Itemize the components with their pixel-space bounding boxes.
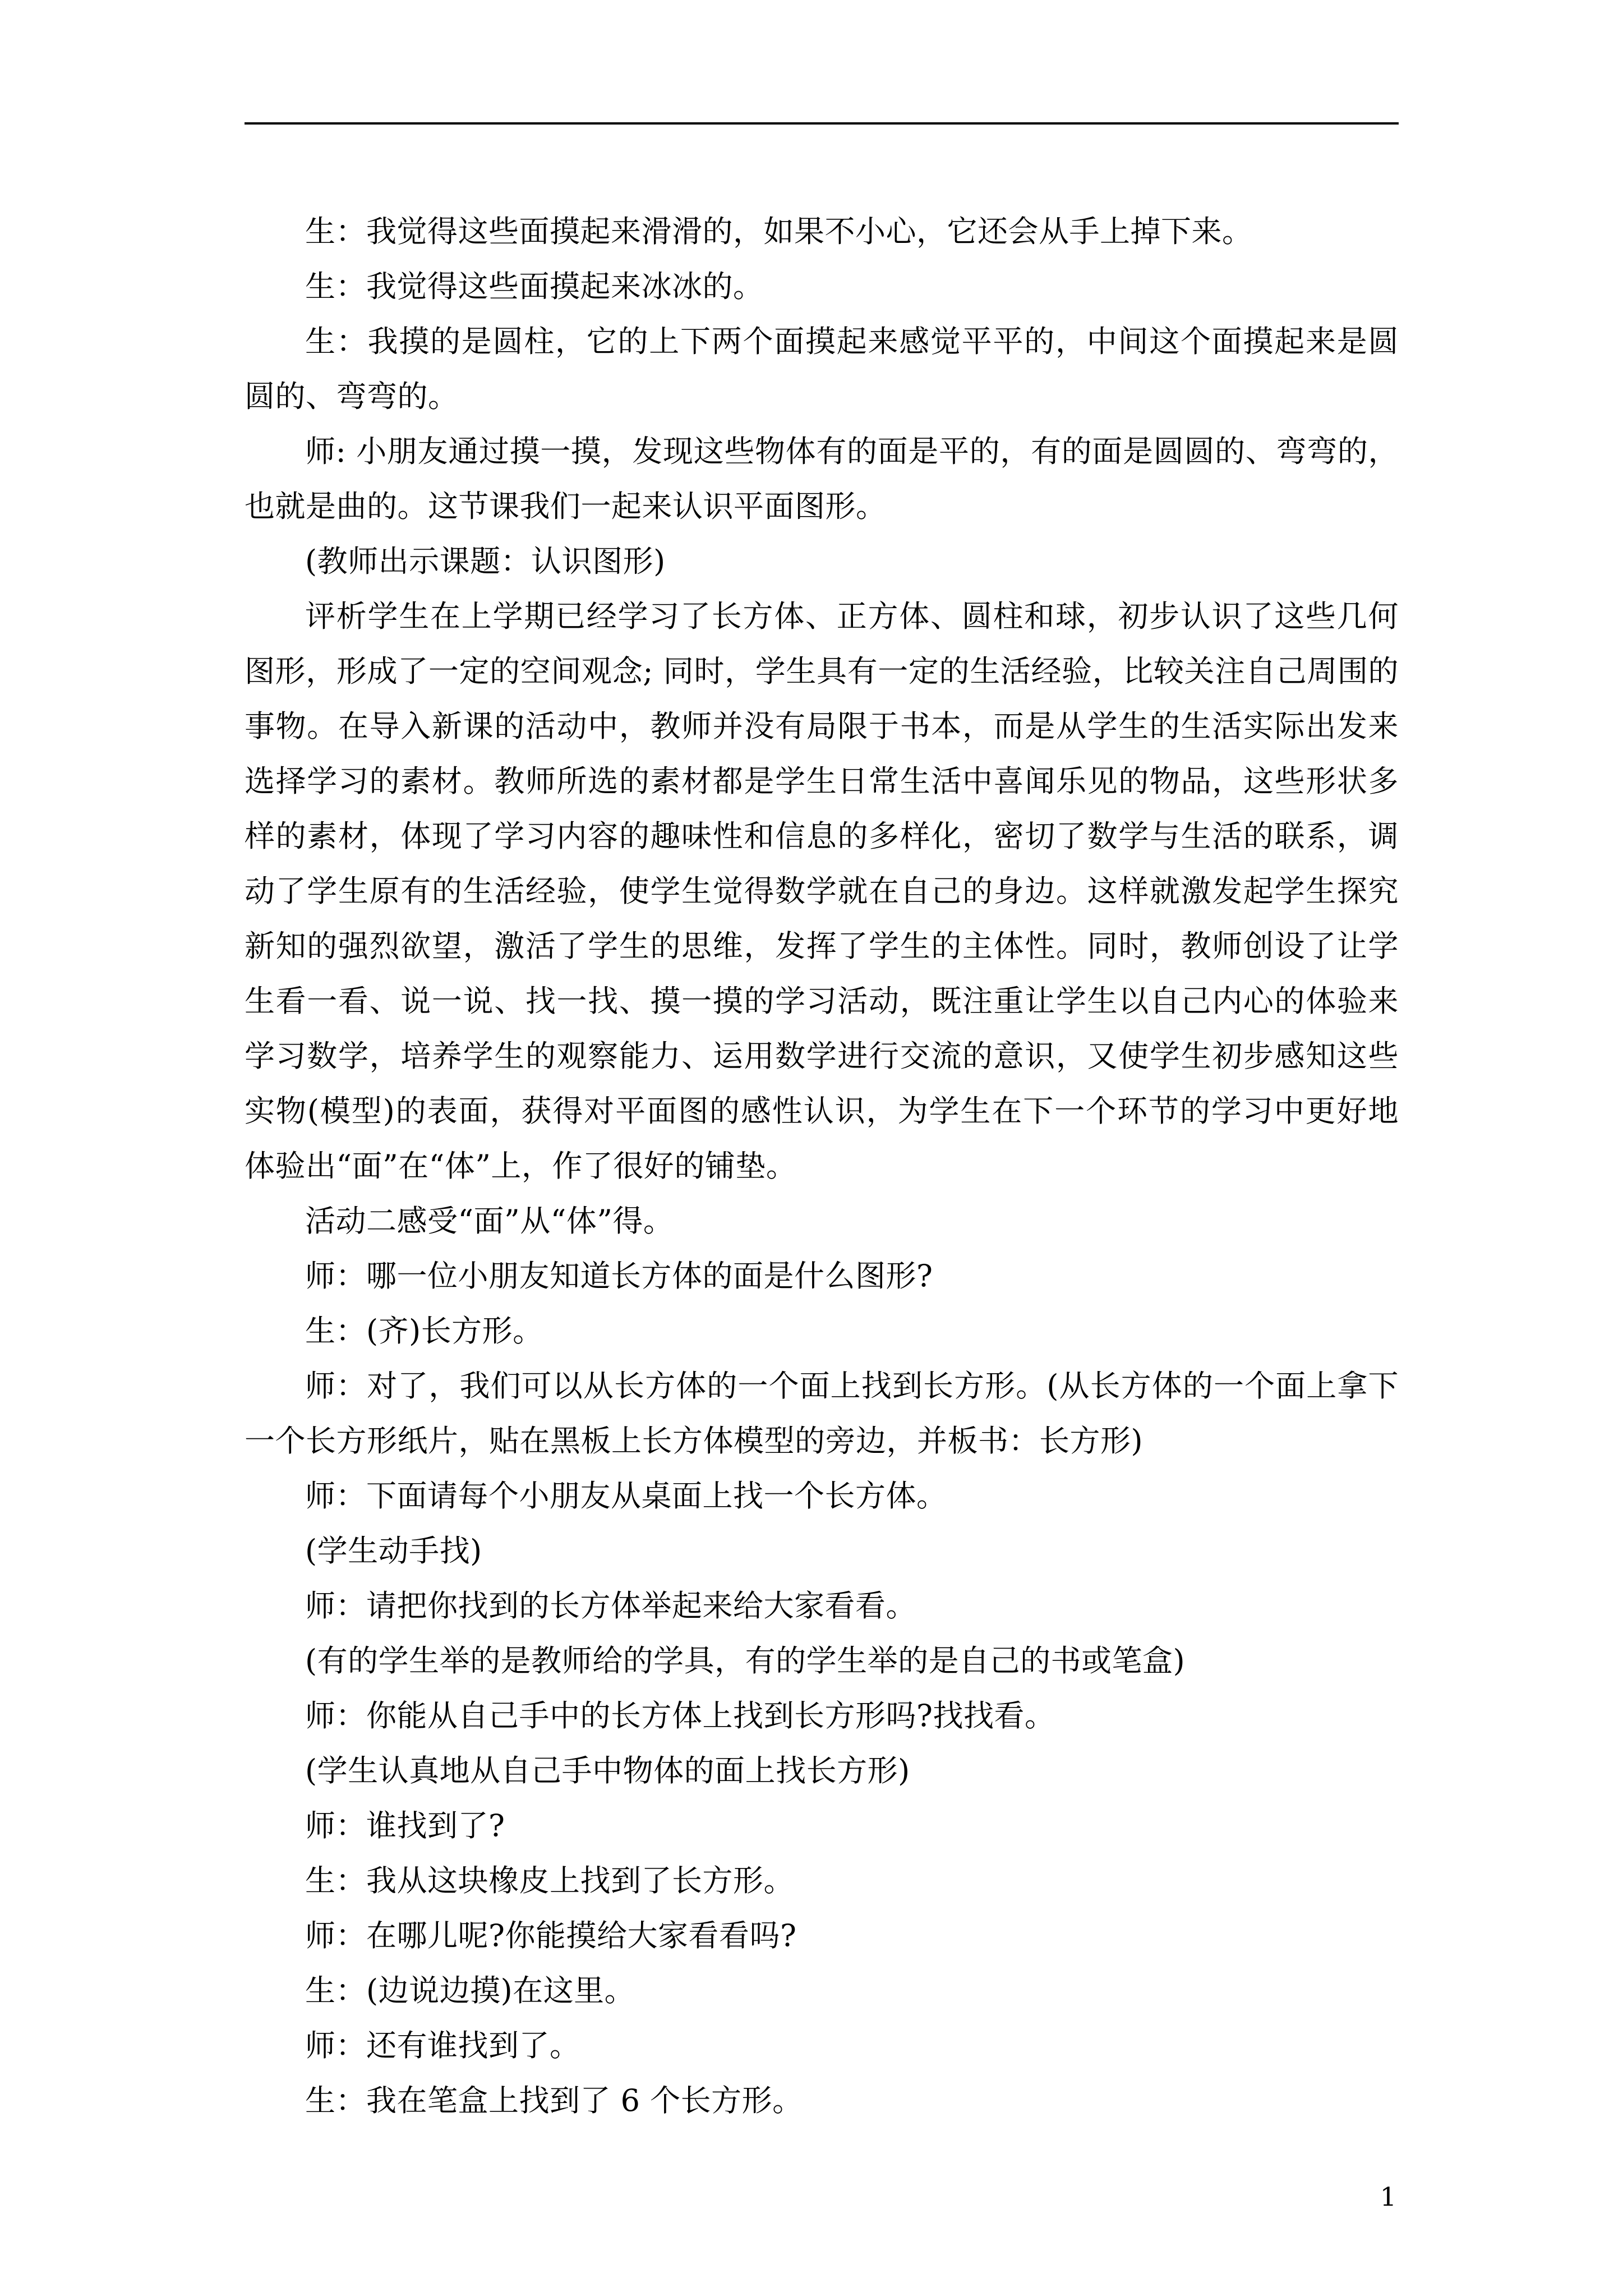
paragraph: 生：我摸的是圆柱，它的上下两个面摸起来感觉平平的，中间这个面摸起来是圆圆的、弯弯的。 — [245, 324, 1399, 414]
paragraph: 生：(边说边摸)在这里。 — [305, 1973, 635, 2008]
page-number: 1 — [1380, 2182, 1396, 2212]
header-rule — [245, 122, 1399, 125]
paragraph: 师：你能从自己手中的长方体上找到长方形吗?找找看。 — [305, 1698, 1055, 1733]
paragraph: 师：在哪儿呢?你能摸给大家看看吗? — [305, 1918, 797, 1953]
paragraph: 师：还有谁找到了。 — [305, 2028, 580, 2063]
paragraph: 师：哪一位小朋友知道长方体的面是什么图形? — [305, 1258, 933, 1294]
paragraph: 活动二感受“面”从“体”得。 — [305, 1203, 674, 1239]
paragraph: (学生认真地从自己手中物体的面上找长方形) — [305, 1753, 910, 1788]
paragraph: (有的学生举的是教师给的学具，有的学生举的是自己的书或笔盒) — [305, 1643, 1186, 1678]
document-body — [245, 204, 1399, 2128]
paragraph: 师：对了，我们可以从长方体的一个面上找到长方形。(从长方体的一个面上拿下一个长方形纸片，贴在黑板上长方体模型的旁边，并板书：长方形) — [245, 1368, 1399, 1458]
paragraph: 师：谁找到了? — [305, 1808, 505, 1843]
paragraph: 评析学生在上学期已经学习了长方体、正方体、圆柱和球，初步认识了这些几何图形，形成了一定的空间观念; 同时，学生具有一定的生活经验，比较关注自己周围的事物。在导入新课的活动中，教师并没有局限于书本，而是从学生的生活实际出发来选择学习的素材。教师所选的素材都是学生日常生活中喜闻乐见的物品，这些形状多样的素材，体现了学习内容的趣味性和信息的多样化，密切了数学与生活的联系，调动了学生原有的生活经验，使学生觉得数学就在自己的身边。这样就激发起学生探究新知的强烈欲望，激活了学生的思维，发挥了学生的主体性。同时，教师创设了让学生看一看、说一说、找一找、摸一摸的学习活动，既注重让学生以自己内心的体验来学习数学，培养学生的观察能力、运用数学进行交流的意识，又使学生初步感知这些实物(模型)的表面，获得对平面图的感性认识，为学生在下一个环节的学习中更好地体验出“面”在“体”上，作了很好的铺垫。 — [245, 599, 1399, 1184]
paragraph: 师: 小朋友通过摸一摸，发现这些物体有的面是平的，有的面是圆圆的、弯弯的，也就是曲的。这节课我们一起来认识平面图形。 — [245, 434, 1399, 524]
paragraph: 生：(齐)长方形。 — [305, 1313, 543, 1349]
paragraph: 生：我觉得这些面摸起来滑滑的，如果不小心，它还会从手上掉下来。 — [305, 214, 1253, 249]
paragraph: 生：我觉得这些面摸起来冰冰的。 — [305, 269, 764, 304]
paragraph: (教师出示课题：认识图形) — [305, 544, 666, 579]
paragraph: 师：请把你找到的长方体举起来给大家看看。 — [305, 1588, 916, 1623]
paragraph: 生：我在笔盒上找到了 6 个长方形。 — [305, 2083, 803, 2118]
paragraph: 师：下面请每个小朋友从桌面上找一个长方体。 — [305, 1478, 947, 1513]
paragraph: (学生动手找) — [305, 1533, 482, 1568]
paragraph: 生：我从这块橡皮上找到了长方形。 — [305, 1863, 794, 1898]
